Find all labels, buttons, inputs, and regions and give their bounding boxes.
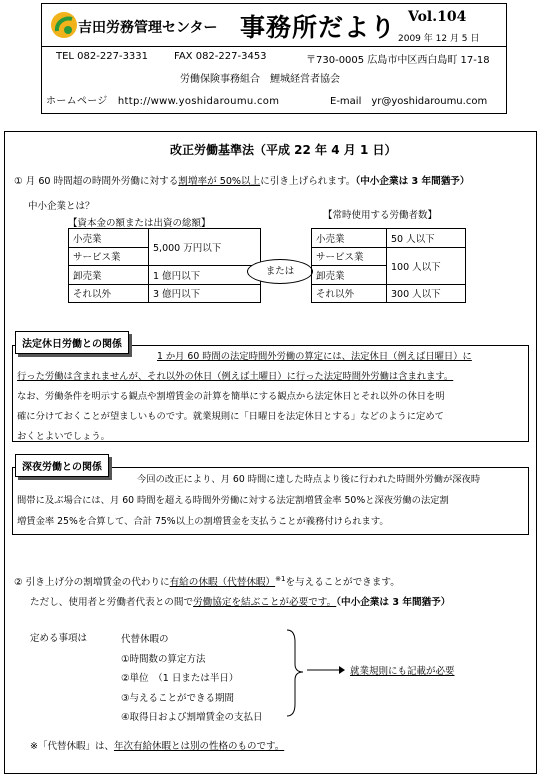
table-row: 卸売業 bbox=[312, 266, 466, 285]
homepage-link[interactable]: ホームページ http://www.yoshidaroumu.com bbox=[46, 96, 280, 107]
employee-table bbox=[311, 228, 466, 303]
table-row: サービス業 bbox=[69, 247, 261, 266]
table-row: 小売業 50 人以下 bbox=[312, 229, 466, 248]
employee-header: 【常時使用する労働者数】 bbox=[323, 210, 438, 221]
article-title: 改正労働基準法（平成 22 年 4 月 1 日） bbox=[170, 143, 397, 157]
point2: ② 引き上げ分の割増賃金の代わりに有給の休暇（代替休暇）$^{※1}$を与えることができます。 bbox=[14, 574, 400, 588]
org-name: 吉田労務管理センター bbox=[78, 20, 218, 36]
items-label: 定める事項は bbox=[30, 633, 88, 644]
or-oval: または bbox=[247, 259, 313, 284]
table-row: それ以外 300 人以下 bbox=[312, 284, 466, 303]
header-divider bbox=[41, 46, 507, 47]
brace-arrow bbox=[285, 628, 345, 720]
list-item: ②単位 （1 日または半日） bbox=[121, 673, 239, 684]
tel-number: TEL 082-227-3331 bbox=[56, 51, 149, 62]
capital-header: 【資本金の額または出資の総額】 bbox=[68, 218, 211, 229]
holiday-section-text: 1 か月 60 時間の法定時間外労働の算定には、法定休日（例えば日曜日）に 行った労働は含まれませんが、それ以外の休日（例えば土曜日）に行った法定時間外労働は含まれます。 なお、労働条件を明示する観点や割増賃金の計算を簡単にする観点から法定休日とそれ以外の休日を明 確に分けておくことが望ましいものです。就業規則に「日曜日を法定休日とする」などのように定めて おくとよいでしょう。 bbox=[17, 351, 472, 442]
capital-table bbox=[68, 228, 261, 303]
issue-date: 2009 年 12 月 5 日 bbox=[398, 34, 480, 44]
list-item: ④取得日および割増賃金の支払日 bbox=[121, 712, 263, 723]
table-row: サービス業 100 人以下 bbox=[312, 247, 466, 266]
items-list bbox=[121, 630, 263, 728]
table-row: それ以外 3 億円以下 bbox=[69, 284, 261, 303]
associations: 労働保険事務組合 鯉城経営者協会 bbox=[180, 74, 340, 85]
night-section-text: 今回の改正により、月 60 時間に達した時点より後に行われた時間外労働が深夜時 間帯に及ぶ場合には、月 60 時間を超える時間外労働に対する法定割増賃金率 50%と深夜労働の法定割 増賃金率 25%を合算して、合計 75%以上の割増賃金を支払うことが義務付けられます。 bbox=[17, 474, 481, 527]
holiday-section-tag: 法定休日労働との関係 bbox=[15, 331, 129, 354]
sme-question: 中小企業とは？ bbox=[28, 201, 95, 212]
volume-number: Vol.104 bbox=[408, 9, 467, 25]
night-section-tag: 深夜労働との関係 bbox=[15, 454, 109, 477]
rule-note: 就業規則にも記載が必要 bbox=[350, 666, 455, 677]
table-row: 小売業 5,000 万円以下 bbox=[69, 229, 261, 248]
list-item: ①時間数の算定方法 bbox=[121, 653, 206, 665]
email-link[interactable]: E-mail yr@yoshidaroumu.com bbox=[330, 96, 488, 107]
logo-icon bbox=[48, 9, 80, 41]
fax-number: FAX 082-227-3453 bbox=[174, 51, 267, 62]
list-item: ③与えることができる期間 bbox=[121, 692, 235, 704]
table-row: 卸売業 1 億円以下 bbox=[69, 266, 261, 285]
footnote: ※「代替休暇」は、年次有給休暇とは別の性格のものです。 bbox=[30, 741, 285, 752]
point1: ① 月 60 時間超の時間外労働に対する割増率が 50%以上に引き上げられます。（中小企業は 3 年間猶予） bbox=[14, 176, 470, 187]
office-address: 〒730-0005 広島市中区西白島町 17-18 bbox=[306, 55, 490, 66]
newsletter-title: 事務所だより bbox=[240, 13, 397, 42]
point2-condition: ただし、使用者と労働者代表との間で労働協定を結ぶことが必要です。（中小企業は 3 年間猶予） bbox=[30, 597, 451, 608]
list-item: 代替休暇の bbox=[121, 634, 169, 645]
